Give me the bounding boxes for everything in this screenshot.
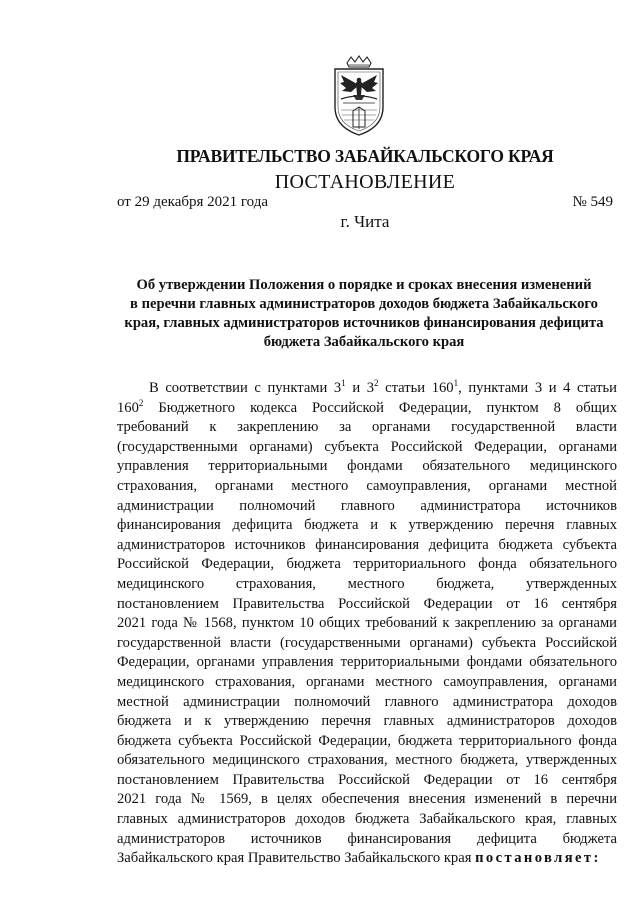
body-line: администрации полномочий главного администратора источников [117,497,617,514]
document-city: г. Чита [340,212,390,231]
body-line: администраторов источников финансирования дефицита бюджета субъекта [117,536,617,553]
body-line: Федерации, органами управления территориальными фондами обязательного [117,654,617,671]
title-line: Об утверждении Положения о порядке и сроках внесения изменений [136,277,592,293]
body-paragraph [117,379,617,869]
body-line: требований к закреплению за органами государственной власти [117,419,617,436]
document-title [110,276,618,352]
body-line: государственной власти (государственными органами) субъекта Российской [117,634,617,651]
coat-of-arms-icon [329,55,389,137]
body-line: местной администрации полномочий главного администратора доходов [117,693,617,710]
body-line: Забайкальского края Правительство Забайкальского края постановляет: [117,850,601,867]
body-line: (государственными органами) субъекта Российской Федерации, органами [117,438,617,455]
document-date: от 29 декабря 2021 года [117,194,269,210]
body-line: управления территориальными фондами обязательного медицинского [117,458,617,475]
body-line: 2021 года № 1568, пунктом 10 общих требований к закреплению за органами [117,615,617,632]
body-line: 2021 года № 1569, в целях обеспечения внесения изменений в перечни [117,791,617,808]
body-line: постановлением Правительства Российской Федерации от 16 сентября [117,595,617,612]
body-line: главных администраторов доходов бюджета Забайкальского края, главных [117,811,617,828]
body-line: обязательного медицинского страхования, местного бюджета, утвержденных [117,752,617,769]
body-line: медицинского страхования, местного бюджета, утвержденных [117,575,617,592]
title-line: в перечни главных администраторов доходов бюджета Забайкальского [130,296,598,312]
body-line: финансирования дефицита бюджета и к утверждению перечня главных [117,517,617,534]
body-line: В соответствии с пунктами $3^1$ и $3^2$ статьи $160^1$, пунктами 3 и 4 статьи [149,378,617,396]
body-line: бюджета субъекта Российской Федерации, бюджета территориального фонда [117,732,617,749]
title-line: бюджета Забайкальского края [263,334,465,350]
resolves-keyword: постановляет [475,850,594,867]
body-line: Российской Федерации, бюджета территориального фонда обязательного [117,556,617,573]
body-line: администраторов источников финансирования дефицита бюджета [117,830,617,847]
body-line: бюджета и к утверждению перечня главных администраторов доходов [117,713,617,730]
title-line: края, главных администраторов источников финансирования дефицита [124,315,604,331]
organization-name: ПРАВИТЕЛЬСТВО ЗАБАЙКАЛЬСКОГО КРАЯ [176,146,554,166]
body-line: постановлением Правительства Российской Федерации от 16 сентября [117,771,617,788]
body-line: $160^2$ Бюджетного кодекса Российской Федерации, пунктом 8 общих [117,397,617,416]
body-line: страхования, органами местного самоуправления, органами местной [117,477,617,494]
document-type: ПОСТАНОВЛЕНИЕ [274,171,456,193]
body-line: медицинского страхования, органами местного самоуправления, органами [117,673,617,690]
document-number: № 549 [572,194,613,210]
